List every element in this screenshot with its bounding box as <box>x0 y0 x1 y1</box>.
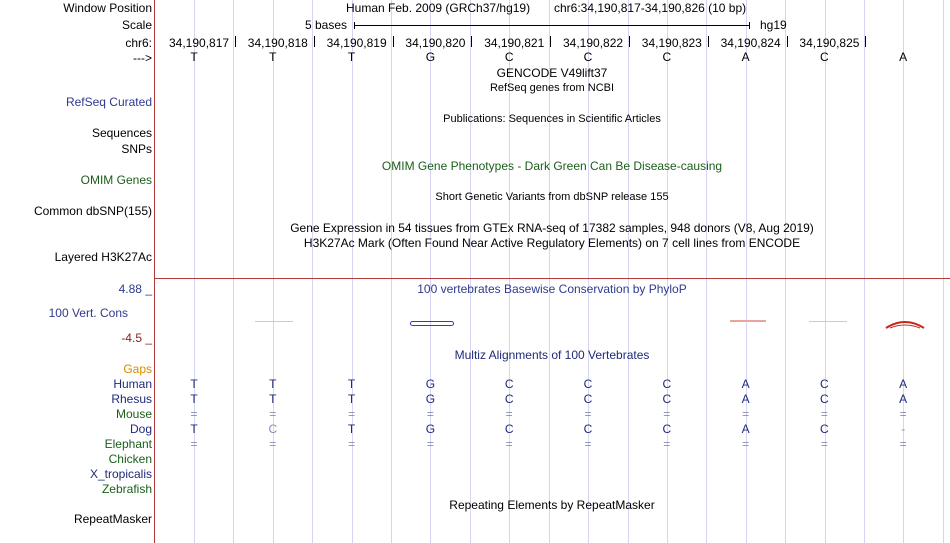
coordinate-label: 34,190,824 <box>720 36 781 50</box>
alignment-base: = <box>742 407 750 421</box>
label-scale: Scale <box>121 18 152 32</box>
track-label-common-dbsnp[interactable]: Common dbSNP(155) <box>33 204 152 218</box>
h3k27ac-track-desc: H3K27Ac Mark (Often Found Near Active Regulatory Elements) on 7 cell lines from ENCODE <box>303 236 801 250</box>
grid-line <box>273 0 274 543</box>
track-divider <box>154 278 950 279</box>
gtex-track-desc: Gene Expression in 54 tissues from GTEx RNA-seq of 17382 samples, 948 donors (V8, Aug 2019) <box>290 221 814 235</box>
omim-track-desc: OMIM Gene Phenotypes - Dark Green Can Be Disease-causing <box>381 159 723 173</box>
species-label[interactable]: Mouse <box>115 407 152 421</box>
base-letter: A <box>741 50 750 64</box>
alignment-base: C <box>662 377 672 391</box>
species-label[interactable]: Human <box>113 377 152 391</box>
alignment-base: T <box>347 377 356 391</box>
alignment-base: C <box>662 422 672 436</box>
gencode-track-title[interactable]: GENCODE V49lift37 <box>496 66 608 80</box>
alignment-base: C <box>583 377 593 391</box>
alignment-base: = <box>584 407 592 421</box>
base-letter: A <box>899 50 908 64</box>
alignment-base: A <box>899 392 908 406</box>
grid-line <box>667 0 668 543</box>
db-name: hg19 <box>760 18 787 32</box>
coordinate-tick <box>235 36 236 47</box>
alignment-base: = <box>269 437 277 451</box>
grid-line <box>194 0 195 543</box>
grid-line <box>470 0 471 543</box>
species-label[interactable]: Chicken <box>108 452 152 466</box>
phylop-mark <box>255 321 293 322</box>
base-letter: T <box>190 50 198 64</box>
label-strand-toggle[interactable]: ---> <box>133 51 152 65</box>
coordinate-label: 34,190,823 <box>641 36 702 50</box>
coordinate-tick <box>629 36 630 47</box>
alignment-base: = <box>190 407 198 421</box>
alignment-base: = <box>348 407 356 421</box>
alignment-base: T <box>190 422 198 436</box>
base-letter: T <box>347 50 356 64</box>
alignment-base: G <box>425 392 436 406</box>
base-letter: T <box>269 50 277 64</box>
coordinate-label: 34,190,819 <box>326 36 387 50</box>
publications-track-desc: Publications: Sequences in Scientific Articles <box>443 113 661 125</box>
alignment-base: A <box>899 377 908 391</box>
repeatmasker-track-desc: Repeating Elements by RepeatMasker <box>449 498 655 512</box>
scale-text: 5 bases <box>305 18 348 32</box>
alignment-base: C <box>268 422 278 436</box>
phylop-mark <box>730 320 766 322</box>
alignment-base: C <box>820 422 829 436</box>
coordinate-tick <box>314 36 315 47</box>
phylop-min-value: -4.5 _ <box>121 331 152 345</box>
track-label-100-vert-cons[interactable]: 100 Vert. Cons <box>48 306 128 320</box>
alignment-base: C <box>662 392 672 406</box>
grid-line <box>825 0 826 543</box>
alignment-base: = <box>505 437 513 451</box>
base-letter: G <box>425 50 436 64</box>
grid-line <box>943 0 944 543</box>
alignment-base: - <box>901 422 906 436</box>
base-letter: C <box>662 50 672 64</box>
phylop-mark <box>884 318 926 330</box>
scale-bar <box>354 22 750 29</box>
track-label-refseq-curated[interactable]: RefSeq Curated <box>65 95 152 109</box>
grid-line <box>430 0 431 543</box>
grid-line <box>233 0 234 543</box>
multiz-track-desc: Multiz Alignments of 100 Vertebrates <box>454 348 650 362</box>
alignment-base: T <box>269 392 277 406</box>
alignment-base: C <box>583 422 593 436</box>
coordinate-tick <box>471 36 472 47</box>
base-letter: C <box>820 50 829 64</box>
label-panel-divider[interactable] <box>154 0 155 543</box>
alignment-base: = <box>820 407 828 421</box>
phylop-track-desc: 100 vertebrates Basewise Conservation by PhyloP <box>417 282 687 296</box>
alignment-base: = <box>899 407 907 421</box>
phylop-max-value: 4.88 _ <box>118 282 152 296</box>
alignment-base: C <box>820 392 829 406</box>
alignment-base: = <box>426 437 434 451</box>
coordinate-label: 34,190,822 <box>563 36 624 50</box>
alignment-base: C <box>504 392 514 406</box>
grid-line <box>391 0 392 543</box>
alignment-base: C <box>820 377 829 391</box>
position-readout: chr6:34,190,817-34,190,826 (10 bp) <box>554 1 747 15</box>
species-label[interactable]: Zebrafish <box>101 482 152 496</box>
refseq-track-desc: RefSeq genes from NCBI <box>489 82 615 94</box>
alignment-base: = <box>190 437 198 451</box>
coordinate-tick <box>787 36 788 47</box>
base-letter: C <box>504 50 514 64</box>
alignment-base: T <box>347 422 356 436</box>
grid-line <box>352 0 353 543</box>
alignment-base: = <box>820 437 828 451</box>
base-letter: C <box>583 50 593 64</box>
coordinate-label: 34,190,818 <box>247 36 308 50</box>
track-label-omim-genes[interactable]: OMIM Genes <box>80 173 152 187</box>
track-label-snps[interactable]: SNPs <box>121 142 152 156</box>
species-label[interactable]: Rhesus <box>111 392 152 406</box>
grid-line <box>864 0 865 543</box>
alignment-base: C <box>504 422 514 436</box>
species-label[interactable]: X_tropicalis <box>89 467 152 481</box>
alignment-base: G <box>425 422 436 436</box>
label-chrom: chr6: <box>125 36 152 50</box>
grid-line <box>746 0 747 543</box>
alignment-base: = <box>663 437 671 451</box>
dbsnp-track-desc: Short Genetic Variants from dbSNP release 155 <box>435 191 669 203</box>
alignment-base: = <box>584 437 592 451</box>
alignment-base: T <box>269 377 277 391</box>
coordinate-tick <box>865 36 866 47</box>
species-label[interactable]: Elephant <box>104 437 152 451</box>
alignment-base: G <box>425 377 436 391</box>
alignment-base: T <box>347 392 356 406</box>
alignment-base: = <box>348 437 356 451</box>
coordinate-tick <box>708 36 709 47</box>
grid-line <box>706 0 707 543</box>
alignment-base: = <box>269 407 277 421</box>
assembly-name: Human Feb. 2009 (GRCh37/hg19) <box>346 1 531 15</box>
alignment-base: = <box>663 407 671 421</box>
alignment-base: = <box>742 437 750 451</box>
coordinate-label: 34,190,821 <box>484 36 545 50</box>
alignment-base: T <box>190 377 198 391</box>
alignment-base: A <box>741 377 750 391</box>
alignment-base: = <box>899 437 907 451</box>
alignment-base: = <box>505 407 513 421</box>
grid-line <box>628 0 629 543</box>
grid-line <box>312 0 313 543</box>
species-label[interactable]: Dog <box>129 422 152 436</box>
alignment-base: A <box>741 422 750 436</box>
phylop-mark <box>410 321 454 326</box>
alignment-base: T <box>190 392 198 406</box>
coordinate-label: 34,190,817 <box>169 36 230 50</box>
coordinate-tick <box>550 36 551 47</box>
track-label-gaps[interactable]: Gaps <box>123 362 152 376</box>
track-label-layered-h3k27ac[interactable]: Layered H3K27Ac <box>54 250 152 264</box>
coordinate-label: 34,190,825 <box>799 36 860 50</box>
coordinate-tick <box>393 36 394 47</box>
alignment-base: C <box>504 377 514 391</box>
track-label-repeatmasker[interactable]: RepeatMasker <box>73 512 152 526</box>
track-label-sequences[interactable]: Sequences <box>91 126 152 140</box>
alignment-base: = <box>426 407 434 421</box>
grid-line <box>785 0 786 543</box>
grid-line <box>903 0 904 543</box>
alignment-base: A <box>741 392 750 406</box>
alignment-base: C <box>583 392 593 406</box>
label-window-position: Window Position <box>63 1 152 15</box>
phylop-mark <box>809 321 847 322</box>
coordinate-label: 34,190,820 <box>405 36 466 50</box>
